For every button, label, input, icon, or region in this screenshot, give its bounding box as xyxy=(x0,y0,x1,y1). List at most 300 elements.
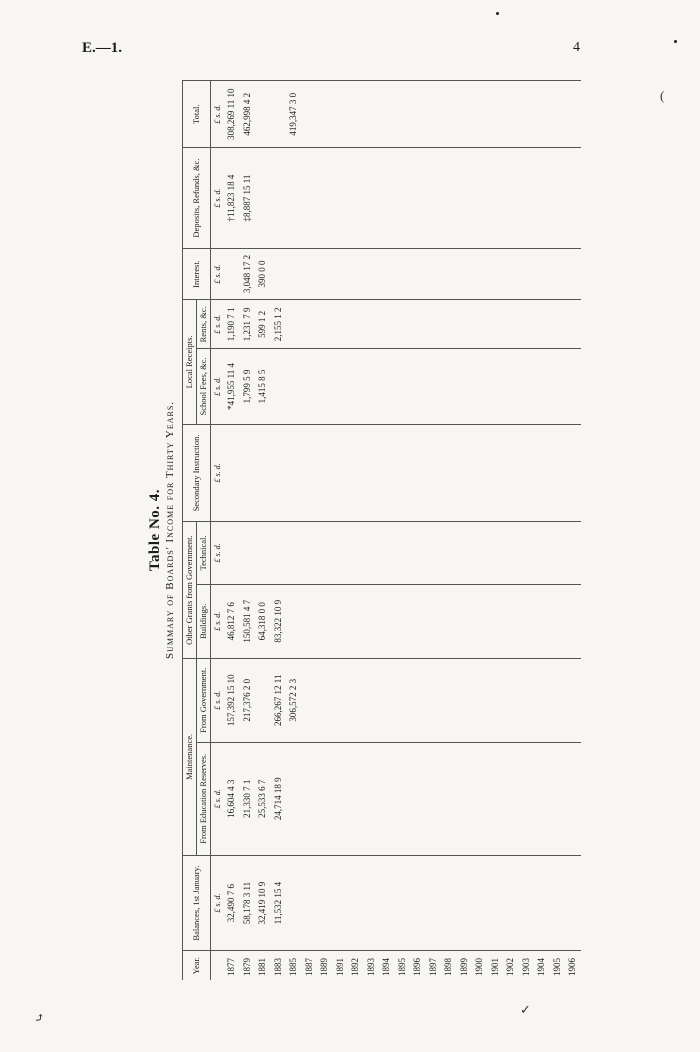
cell-reserves xyxy=(410,742,426,855)
cell-deposits xyxy=(286,148,302,248)
cell-rents xyxy=(534,300,550,349)
cell-deposits: †11,823 18 4 xyxy=(224,148,240,248)
rotated-table-block xyxy=(145,80,700,980)
table-row xyxy=(565,81,581,981)
cell-balances xyxy=(395,855,411,950)
cell-government xyxy=(364,658,380,742)
cell-government: 217,376 2 0 xyxy=(240,658,256,742)
cell-rents xyxy=(503,300,519,349)
cell-reserves xyxy=(472,742,488,855)
cell-interest xyxy=(488,248,504,300)
cell-technical xyxy=(333,522,349,584)
cell-government: 157,392 15 10 xyxy=(224,658,240,742)
cell-fees xyxy=(395,349,411,424)
unit-label: £ s. d. xyxy=(211,300,225,349)
cell-interest xyxy=(534,248,550,300)
cell-year: 1885 xyxy=(286,951,302,980)
cell-reserves xyxy=(395,742,411,855)
cell-secondary xyxy=(457,424,473,522)
table-row xyxy=(379,81,395,981)
cell-interest xyxy=(503,248,519,300)
cell-secondary xyxy=(317,424,333,522)
cell-total xyxy=(534,81,550,148)
cell-rents xyxy=(519,300,535,349)
table-row xyxy=(426,81,442,981)
cell-interest xyxy=(519,248,535,300)
cell-secondary xyxy=(565,424,581,522)
col-year: Year. xyxy=(183,951,211,980)
cell-balances xyxy=(348,855,364,950)
cell-secondary xyxy=(364,424,380,522)
group-maintenance: Maintenance. xyxy=(183,658,197,855)
cell-secondary xyxy=(519,424,535,522)
cell-interest xyxy=(224,248,240,300)
cell-interest xyxy=(395,248,411,300)
cell-total xyxy=(410,81,426,148)
table-row xyxy=(333,81,349,981)
cell-year: 1889 xyxy=(317,951,333,980)
cell-rents xyxy=(472,300,488,349)
cell-buildings xyxy=(488,584,504,658)
cell-reserves xyxy=(317,742,333,855)
cell-government xyxy=(441,658,457,742)
table-row xyxy=(348,81,364,981)
cell-technical xyxy=(286,522,302,584)
cell-technical xyxy=(364,522,380,584)
cell-government xyxy=(410,658,426,742)
cell-total xyxy=(426,81,442,148)
cell-secondary xyxy=(255,424,271,522)
cell-balances xyxy=(379,855,395,950)
cell-secondary xyxy=(503,424,519,522)
cell-fees xyxy=(534,349,550,424)
cell-fees xyxy=(302,349,318,424)
cell-fees xyxy=(519,349,535,424)
cell-total xyxy=(302,81,318,148)
cell-interest xyxy=(472,248,488,300)
cell-reserves xyxy=(286,742,302,855)
cell-government xyxy=(255,658,271,742)
cell-rents xyxy=(364,300,380,349)
cell-deposits xyxy=(255,148,271,248)
cell-technical xyxy=(550,522,566,584)
cell-buildings xyxy=(472,584,488,658)
cell-buildings xyxy=(364,584,380,658)
cell-total xyxy=(488,81,504,148)
cell-interest xyxy=(379,248,395,300)
cell-government xyxy=(503,658,519,742)
cell-balances xyxy=(333,855,349,950)
cell-technical xyxy=(503,522,519,584)
cell-total xyxy=(333,81,349,148)
cell-technical xyxy=(426,522,442,584)
cell-technical xyxy=(224,522,240,584)
cell-balances xyxy=(534,855,550,950)
table-row xyxy=(224,81,240,981)
cell-rents xyxy=(379,300,395,349)
cell-secondary xyxy=(240,424,256,522)
cell-year: 1898 xyxy=(441,951,457,980)
cell-total: 419,347 3 0 xyxy=(286,81,302,148)
cell-secondary xyxy=(550,424,566,522)
cell-buildings: 150,581 4 7 xyxy=(240,584,256,658)
cell-balances: 32,419 10 9 xyxy=(255,855,271,950)
cell-rents xyxy=(348,300,364,349)
cell-interest xyxy=(457,248,473,300)
cell-buildings: 83,322 10 9 xyxy=(271,584,287,658)
stray-mark: ( xyxy=(660,88,665,103)
cell-buildings: 46,812 7 6 xyxy=(224,584,240,658)
cell-year: 1896 xyxy=(410,951,426,980)
cell-secondary xyxy=(410,424,426,522)
cell-rents xyxy=(302,300,318,349)
cell-government xyxy=(317,658,333,742)
cell-deposits xyxy=(426,148,442,248)
cell-rents: 1,190 7 1 xyxy=(224,300,240,349)
group-other-grants: Other Grants from Government. xyxy=(183,522,197,659)
cell-balances xyxy=(472,855,488,950)
cell-deposits: ‡8,887 15 11 xyxy=(240,148,256,248)
cell-balances xyxy=(410,855,426,950)
cell-rents xyxy=(410,300,426,349)
cell-interest xyxy=(410,248,426,300)
cell-deposits xyxy=(271,148,287,248)
cell-total xyxy=(565,81,581,148)
cell-reserves xyxy=(457,742,473,855)
col-buildings: Buildings. xyxy=(197,584,211,658)
cell-year: 1894 xyxy=(379,951,395,980)
cell-fees xyxy=(565,349,581,424)
cell-fees xyxy=(472,349,488,424)
cell-technical xyxy=(519,522,535,584)
cell-total xyxy=(255,81,271,148)
cell-fees: 1,799 5 9 xyxy=(240,349,256,424)
cell-technical xyxy=(302,522,318,584)
cell-balances xyxy=(364,855,380,950)
cell-government: 266,267 12 11 xyxy=(271,658,287,742)
col-from-government: From Government. xyxy=(197,658,211,742)
cell-government xyxy=(534,658,550,742)
col-interest: Interest. xyxy=(183,248,211,300)
cell-year: 1881 xyxy=(255,951,271,980)
cell-buildings: 64,318 0 0 xyxy=(255,584,271,658)
cell-rents: 1,231 7 9 xyxy=(240,300,256,349)
cell-secondary xyxy=(348,424,364,522)
cell-balances: 58,178 3 11 xyxy=(240,855,256,950)
cell-deposits xyxy=(503,148,519,248)
cell-fees xyxy=(441,349,457,424)
cell-year: 1903 xyxy=(519,951,535,980)
cell-technical xyxy=(534,522,550,584)
cell-government xyxy=(333,658,349,742)
cell-government xyxy=(426,658,442,742)
cell-fees xyxy=(503,349,519,424)
table-title: Table No. 4. xyxy=(147,488,163,572)
cell-interest xyxy=(550,248,566,300)
cell-interest xyxy=(348,248,364,300)
cell-year: 1893 xyxy=(364,951,380,980)
cell-reserves: 24,714 18 9 xyxy=(271,742,287,855)
cell-buildings xyxy=(441,584,457,658)
stray-mark: ✓ xyxy=(520,1002,531,1017)
cell-rents xyxy=(317,300,333,349)
cell-interest xyxy=(302,248,318,300)
cell-deposits xyxy=(302,148,318,248)
cell-buildings xyxy=(503,584,519,658)
cell-interest: 3,048 17 2 xyxy=(240,248,256,300)
cell-total xyxy=(379,81,395,148)
cell-year: 1897 xyxy=(426,951,442,980)
col-school-fees: School Fees, &c. xyxy=(197,349,211,424)
cell-balances: 11,532 15 4 xyxy=(271,855,287,950)
table-row xyxy=(519,81,535,981)
cell-secondary xyxy=(286,424,302,522)
cell-total xyxy=(550,81,566,148)
table-row xyxy=(302,81,318,981)
cell-deposits xyxy=(395,148,411,248)
table-row xyxy=(410,81,426,981)
cell-buildings xyxy=(379,584,395,658)
cell-reserves xyxy=(534,742,550,855)
unit-label: £ s. d. xyxy=(211,584,225,658)
cell-fees: 1,415 8 5 xyxy=(255,349,271,424)
table-row xyxy=(240,81,256,981)
cell-rents: 599 1 2 xyxy=(255,300,271,349)
cell-deposits xyxy=(519,148,535,248)
cell-total xyxy=(348,81,364,148)
cell-buildings xyxy=(565,584,581,658)
cell-secondary xyxy=(333,424,349,522)
cell-balances xyxy=(317,855,333,950)
cell-secondary xyxy=(472,424,488,522)
cell-secondary xyxy=(224,424,240,522)
cell-secondary xyxy=(395,424,411,522)
cell-deposits xyxy=(364,148,380,248)
cell-secondary xyxy=(271,424,287,522)
cell-fees xyxy=(379,349,395,424)
cell-buildings xyxy=(333,584,349,658)
speck-mark xyxy=(496,12,499,15)
cell-government xyxy=(348,658,364,742)
cell-buildings xyxy=(426,584,442,658)
col-total: Total. xyxy=(183,81,211,148)
cell-fees xyxy=(317,349,333,424)
cell-buildings xyxy=(410,584,426,658)
cell-reserves xyxy=(302,742,318,855)
cell-reserves xyxy=(488,742,504,855)
cell-year: 1905 xyxy=(550,951,566,980)
cell-government xyxy=(472,658,488,742)
income-summary-table xyxy=(182,80,581,980)
speck-mark xyxy=(674,40,677,43)
cell-technical xyxy=(271,522,287,584)
table-row xyxy=(472,81,488,981)
cell-deposits xyxy=(488,148,504,248)
cell-technical xyxy=(379,522,395,584)
cell-interest: 390 0 0 xyxy=(255,248,271,300)
cell-fees xyxy=(286,349,302,424)
document-reference: E.—1. xyxy=(82,40,123,56)
cell-government: 306,572 2 3 xyxy=(286,658,302,742)
stray-mark: ⤴ xyxy=(34,1010,45,1025)
cell-technical xyxy=(240,522,256,584)
cell-technical xyxy=(410,522,426,584)
cell-secondary xyxy=(302,424,318,522)
cell-interest xyxy=(333,248,349,300)
unit-label: £ s. d. xyxy=(211,349,225,424)
table-row xyxy=(550,81,566,981)
cell-interest xyxy=(565,248,581,300)
cell-deposits xyxy=(317,148,333,248)
cell-secondary xyxy=(488,424,504,522)
cell-year: 1904 xyxy=(534,951,550,980)
table-subtitle: Summary of Boards' Income for Thirty Years. xyxy=(164,400,176,660)
cell-rents: 2,155 1 2 xyxy=(271,300,287,349)
cell-balances: 32,490 7 6 xyxy=(224,855,240,950)
unit-label: £ s. d. xyxy=(211,424,225,522)
cell-rents xyxy=(565,300,581,349)
cell-total xyxy=(519,81,535,148)
cell-fees: *41,955 11 4 xyxy=(224,349,240,424)
cell-deposits xyxy=(410,148,426,248)
cell-balances xyxy=(426,855,442,950)
table-row xyxy=(534,81,550,981)
table-row xyxy=(457,81,473,981)
cell-year: 1891 xyxy=(333,951,349,980)
cell-technical xyxy=(348,522,364,584)
cell-buildings xyxy=(550,584,566,658)
cell-year: 1877 xyxy=(224,951,240,980)
col-technical: Technical. xyxy=(197,522,211,584)
table-body xyxy=(211,81,581,981)
cell-deposits xyxy=(348,148,364,248)
page-number: 4 xyxy=(573,40,580,55)
cell-fees xyxy=(364,349,380,424)
col-rents: Rents, &c. xyxy=(197,300,211,349)
cell-secondary xyxy=(426,424,442,522)
cell-government xyxy=(302,658,318,742)
cell-deposits xyxy=(379,148,395,248)
table-row xyxy=(364,81,380,981)
cell-total xyxy=(317,81,333,148)
cell-government xyxy=(379,658,395,742)
cell-year: 1879 xyxy=(240,951,256,980)
cell-deposits xyxy=(472,148,488,248)
cell-fees xyxy=(550,349,566,424)
cell-government xyxy=(550,658,566,742)
cell-year: 1883 xyxy=(271,951,287,980)
cell-fees xyxy=(271,349,287,424)
unit-label: £ s. d. xyxy=(211,855,225,950)
cell-year: 1892 xyxy=(348,951,364,980)
table-row xyxy=(503,81,519,981)
cell-balances xyxy=(503,855,519,950)
cell-year: 1895 xyxy=(395,951,411,980)
cell-fees xyxy=(348,349,364,424)
cell-reserves xyxy=(379,742,395,855)
cell-interest xyxy=(364,248,380,300)
cell-deposits xyxy=(457,148,473,248)
cell-government xyxy=(488,658,504,742)
unit-label: £ s. d. xyxy=(211,658,225,742)
cell-reserves xyxy=(550,742,566,855)
cell-deposits xyxy=(565,148,581,248)
cell-buildings xyxy=(317,584,333,658)
cell-reserves: 16,604 4 3 xyxy=(224,742,240,855)
cell-fees xyxy=(457,349,473,424)
cell-government xyxy=(457,658,473,742)
cell-fees xyxy=(488,349,504,424)
cell-balances xyxy=(488,855,504,950)
cell-deposits xyxy=(550,148,566,248)
cell-interest xyxy=(317,248,333,300)
cell-balances xyxy=(565,855,581,950)
cell-total xyxy=(271,81,287,148)
cell-total xyxy=(472,81,488,148)
cell-reserves xyxy=(519,742,535,855)
cell-government xyxy=(519,658,535,742)
cell-reserves: 25,533 6 7 xyxy=(255,742,271,855)
cell-fees xyxy=(426,349,442,424)
cell-buildings xyxy=(286,584,302,658)
cell-rents xyxy=(395,300,411,349)
cell-deposits xyxy=(441,148,457,248)
cell-reserves xyxy=(333,742,349,855)
cell-reserves xyxy=(348,742,364,855)
cell-rents xyxy=(457,300,473,349)
cell-buildings xyxy=(457,584,473,658)
cell-total xyxy=(364,81,380,148)
cell-reserves xyxy=(364,742,380,855)
col-deposits: Deposits, Refunds, &c. xyxy=(183,148,211,248)
cell-secondary xyxy=(534,424,550,522)
col-secondary: Secondary Instruction. xyxy=(183,424,211,522)
cell-rents xyxy=(426,300,442,349)
unit-label: £ s. d. xyxy=(211,522,225,584)
group-local-receipts: Local Receipts. xyxy=(183,300,197,424)
table-row xyxy=(488,81,504,981)
cell-balances xyxy=(286,855,302,950)
cell-government xyxy=(395,658,411,742)
cell-technical xyxy=(441,522,457,584)
cell-reserves xyxy=(503,742,519,855)
cell-interest xyxy=(441,248,457,300)
cell-secondary xyxy=(379,424,395,522)
cell-balances xyxy=(550,855,566,950)
cell-deposits xyxy=(333,148,349,248)
table-row xyxy=(255,81,271,981)
cell-fees xyxy=(410,349,426,424)
cell-year: 1906 xyxy=(565,951,581,980)
cell-interest xyxy=(271,248,287,300)
cell-year: 1900 xyxy=(472,951,488,980)
cell-technical xyxy=(472,522,488,584)
cell-fees xyxy=(333,349,349,424)
cell-year: 1899 xyxy=(457,951,473,980)
unit-label: £ s. d. xyxy=(211,248,225,300)
table-row xyxy=(317,81,333,981)
cell-rents xyxy=(441,300,457,349)
cell-reserves: 21,330 7 1 xyxy=(240,742,256,855)
cell-year: 1887 xyxy=(302,951,318,980)
cell-rents xyxy=(333,300,349,349)
cell-technical xyxy=(488,522,504,584)
unit-label: £ s. d. xyxy=(211,81,225,148)
cell-total xyxy=(441,81,457,148)
page-header xyxy=(82,40,580,64)
col-from-reserves: From Education Reserves. xyxy=(197,742,211,855)
table-row xyxy=(441,81,457,981)
